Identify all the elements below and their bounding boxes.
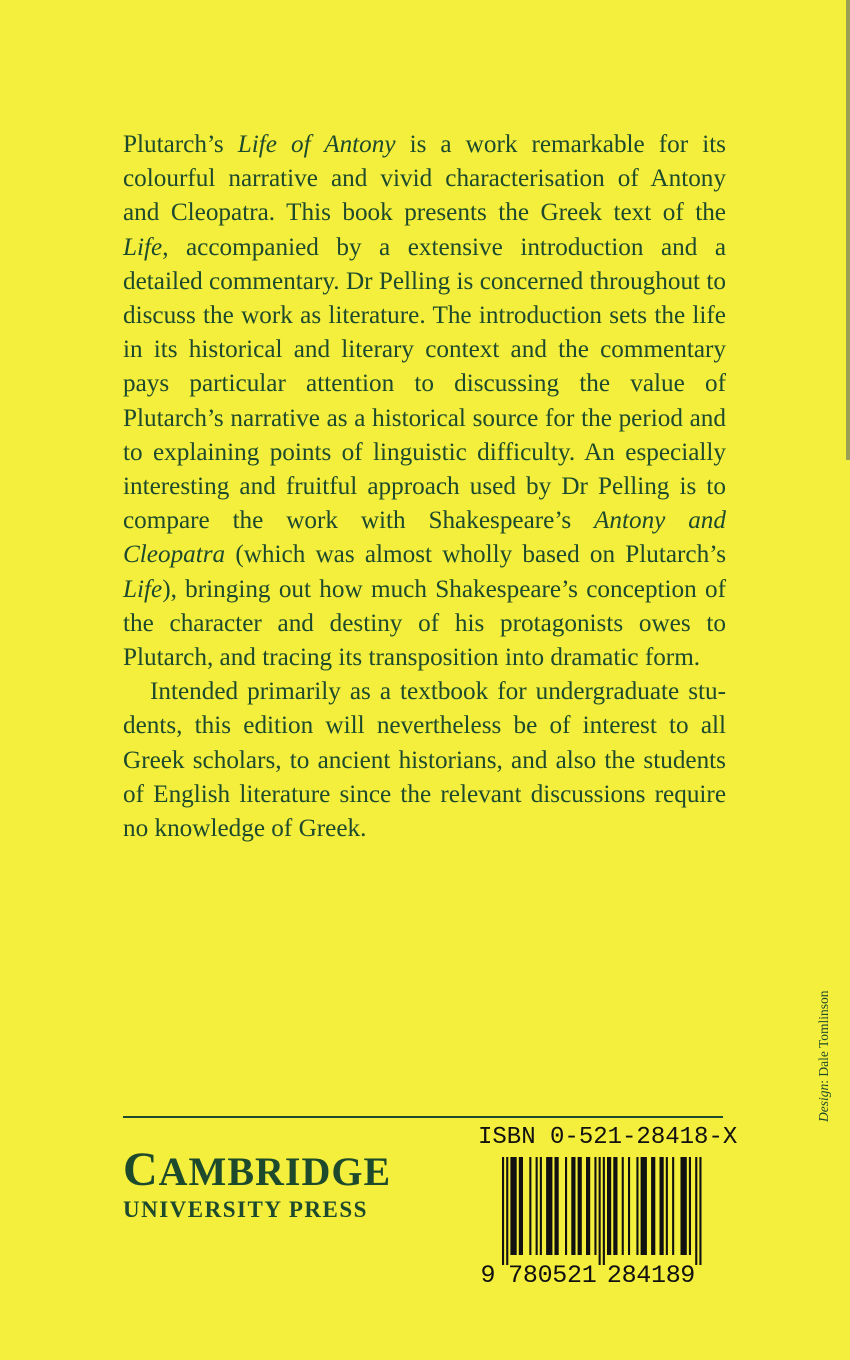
divider-rule [123,1116,723,1118]
isbn-label: ISBN 0-521-28418-X [478,1124,738,1151]
barcode-digit: 8 [621,1261,637,1285]
isbn-barcode [478,1157,723,1285]
publisher-logo [123,1143,423,1223]
barcode-guard-bar [699,1157,701,1265]
barcode-guard-bar [502,1157,504,1265]
barcode-digit: 1 [650,1261,667,1285]
barcode-bar [578,1157,582,1255]
barcode-bar [536,1157,538,1255]
barcode-bar [622,1157,624,1255]
barcode-digit: 9 [680,1261,696,1285]
barcode-digit: 2 [566,1261,583,1285]
barcode-digit: 4 [636,1261,652,1285]
barcode-digit: 8 [522,1261,538,1285]
barcode-bar [510,1157,516,1255]
barcode-bar [613,1157,617,1255]
barcode-bar [628,1157,630,1255]
barcode-bar [660,1157,664,1255]
cover-edge-line [846,0,850,460]
publisher-name: CAMBRIDGE [123,1143,392,1196]
barcode-bar [607,1157,611,1255]
barcode-guard-bar [695,1157,697,1265]
blurb-paragraph-1: Plutarch’s Life of Antony is a work remarkable for its colourful narrative and vivid characterisation of Antony and Cleopatra. This book presents the Greek text of the Life, accompanied by a extensive introduction and a detailed commentary. Dr Pelling is concerned throughout to discuss the work as literature. The introduction sets the life in its historical and literary context and the commentary pays particular attention to discussing the value of Plutarch’s narrative as a historical source for the period and to explaining points of linguistic difficulty. An especially interesting and fruitful approach used by Dr Pelling is to compare the work with Shakespeare’s Antony and Cleopatra (which was almost wholly based on Plutarch’s Life), bringing out how much Shakespeare’s conception of the character and destiny of his protagonists owes to Plutarch, and tracing its transposition into dramatic form. [123,131,726,672]
barcode-guard-bar [599,1157,601,1265]
book-title-life-of-antony: Life of Antony [237,131,396,158]
barcode-bar [529,1157,531,1255]
title-antony-and-cleopatra: Antony and Cleopatra [123,507,726,569]
barcode-bar [641,1157,647,1255]
barcode-digit: 8 [665,1261,681,1285]
barcode-digit: 0 [537,1261,553,1285]
barcode-guard-bar [506,1157,508,1265]
barcode-bar [571,1157,575,1255]
design-credit: Design: Dale Tomlinson [816,990,831,1122]
barcode-bar [565,1157,567,1255]
barcode-bar [540,1157,542,1255]
barcode-bar [681,1157,687,1255]
barcode-bar [636,1157,638,1255]
barcode-bar [672,1157,674,1255]
barcode-guard-bar [603,1157,605,1265]
barcode-digit: 2 [606,1261,622,1285]
publisher-subtitle: UNIVERSITY PRESS [123,1197,368,1222]
barcode-bar [519,1157,523,1255]
barcode-bar [594,1157,596,1255]
barcode-bar [586,1157,590,1255]
title-life: Life [123,233,163,261]
barcode-bar [555,1157,559,1255]
title-life-2: Life [123,575,163,603]
barcode-digit-prefix: 9 [480,1261,496,1285]
barcode-bar [651,1157,655,1255]
barcode-bar [546,1157,552,1255]
blurb-paragraph-2: Intended primarily as a textbook for undergraduate students, this edition will nevertheless be of interest to all Greek scholars, to ancient historians, and also the students of English literature since the relevant discussions require no knowledge of Greek. [123,678,726,843]
barcode-digit: 5 [552,1261,568,1285]
barcode-bar [666,1157,668,1255]
barcode-digit: 7 [508,1261,524,1285]
barcode-bar [689,1157,691,1255]
back-cover-blurb [123,128,726,846]
barcode-digit: 1 [581,1261,597,1285]
